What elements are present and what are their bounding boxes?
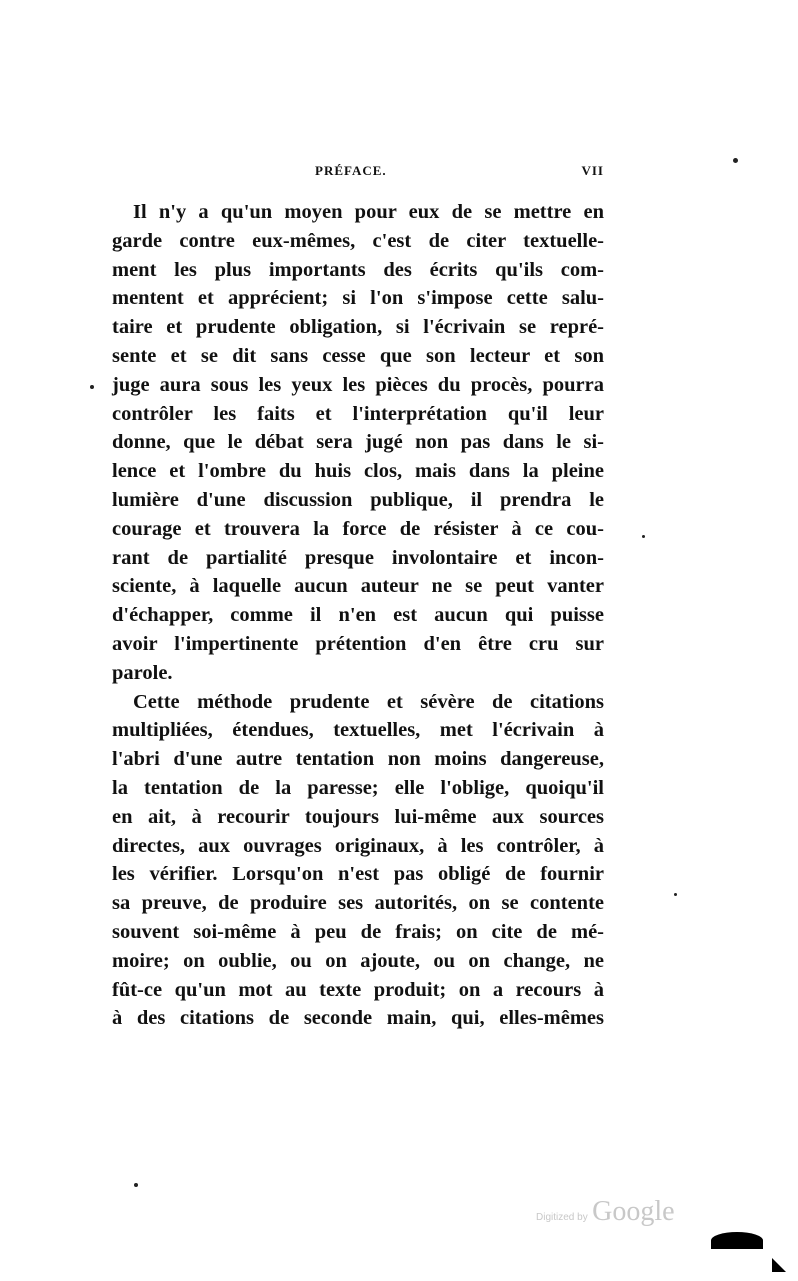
text-line: d'échapper, comme il n'en est aucun qui puisse — [112, 604, 604, 627]
text-line: sente et se dit sans cesse que son lecteur et son — [112, 344, 604, 367]
text-line: garde contre eux-mêmes, c'est de citer textuelle- — [112, 229, 604, 252]
text-line: rant de partialité presque involontaire et incon- — [112, 546, 604, 569]
text-line: parole. — [112, 661, 173, 684]
page-number: VII — [581, 163, 604, 178]
scan-speck — [642, 535, 645, 538]
running-title: PRÉFACE. — [315, 163, 387, 178]
scan-artifact — [711, 1232, 763, 1249]
text-line: juge aura sous les yeux les pièces du procès, pourra — [112, 373, 604, 396]
scan-artifact-corner — [772, 1258, 786, 1272]
text-line: directes, aux ouvrages originaux, à les contrôler, à — [112, 834, 604, 857]
scan-speck — [733, 158, 738, 163]
scan-speck — [674, 893, 677, 896]
body-text — [112, 198, 604, 1033]
running-header — [112, 163, 604, 183]
scan-speck — [90, 385, 94, 389]
text-line: l'abri d'une autre tentation non moins dangereuse, — [112, 748, 604, 771]
text-line: à des citations de seconde main, qui, elles-mêmes — [112, 1007, 604, 1030]
text-line: fût-ce qu'un mot au texte produit; on a recours à — [112, 978, 604, 1001]
text-line: Cette méthode prudente et sévère de citations — [133, 690, 604, 713]
text-line: mentent et apprécient; si l'on s'impose cette salu- — [112, 287, 604, 310]
text-line: en ait, à recourir toujours lui-même aux sources — [112, 805, 604, 828]
text-line: sciente, à laquelle aucun auteur ne se peut vanter — [112, 575, 604, 598]
text-line: sa preuve, de produire ses autorités, on se contente — [112, 892, 604, 915]
watermark-prefix: Digitized by — [536, 1212, 588, 1223]
text-line: les vérifier. Lorsqu'on n'est pas obligé de fournir — [112, 863, 604, 886]
text-line: courage et trouvera la force de résister à ce cou- — [112, 517, 604, 540]
text-line: donne, que le débat sera jugé non pas dans le si- — [112, 431, 604, 454]
text-line: lence et l'ombre du huis clos, mais dans la pleine — [112, 460, 604, 483]
text-line: lumière d'une discussion publique, il prendra le — [112, 488, 604, 511]
text-line: avoir l'impertinente prétention d'en être cru sur — [112, 632, 604, 655]
text-line: multipliées, étendues, textuelles, met l'écrivain à — [112, 719, 604, 742]
text-line: moire; on oublie, ou on ajoute, ou on change, ne — [112, 949, 604, 972]
text-line: souvent soi-même à peu de frais; on cite de mé- — [112, 920, 604, 943]
text-line: contrôler les faits et l'interprétation qu'il leur — [112, 402, 604, 425]
text-line: la tentation de la paresse; elle l'oblige, quoiqu'il — [112, 776, 604, 799]
text-line: Il n'y a qu'un moyen pour eux de se mettre en — [133, 201, 604, 223]
digitized-by-google-watermark — [536, 1196, 675, 1228]
text-line: ment les plus importants des écrits qu'ils com- — [112, 258, 604, 281]
text-line: taire et prudente obligation, si l'écrivain se repré- — [112, 316, 604, 339]
watermark-brand: Google — [592, 1196, 675, 1227]
scan-speck — [134, 1183, 138, 1187]
